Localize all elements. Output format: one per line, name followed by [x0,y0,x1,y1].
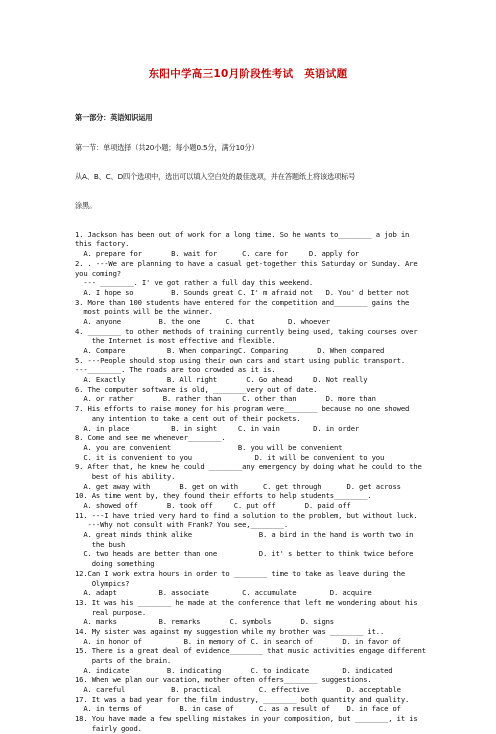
question-line: real purpose. [75,607,147,617]
question-line: 1. Jackson has been out of work for a long time. So he wants to________ a job in [75,229,410,239]
question-line: any intention to take a cent out of their pockets. [75,413,301,423]
question-line: A. great minds think alike B. a bird in the hand is worth two in [75,530,414,540]
question-line: the Internet is most effective and flexible. [75,336,276,346]
question-line: 6. The computer software is old, ________very out of date. [75,384,318,394]
question-line: 7. His efforts to raise money for his program were________ because no one showed [75,404,410,414]
question-line: best of his ability. [75,471,176,481]
exam-title: 东阳中学高三10月阶段性考试 英语试题 [148,68,348,80]
question-line: 10. As time went by, they found their efforts to help students________. [75,491,372,501]
question-line: A. Compare B. When comparingC. Comparing D. When compared [75,346,385,356]
question-line: A. in honor of B. in memory of C. in search of D. in favor of [75,636,401,646]
question-line: A. get away with B. get on with C. get through D. get across [75,481,401,491]
question-line: A. anyone B. the one C. that D. whoever [75,316,330,326]
question-line: 4. ________ to other methods of training currently being used, taking courses over [75,326,418,336]
question-line: A. you are convenient B. you will be convenient [75,442,343,452]
question-line: 11. ---I have tried very hard to find a solution to the problem, but without luck. [75,510,418,520]
question-line: 9. After that, he knew he could ________any emergency by doing what he could to the [75,462,422,472]
question-line: A. adapt B. associate C. accumulate D. acquire [75,588,372,598]
question-line: 18. You have made a few spelling mistakes in your composition, but ________, it is [75,714,418,724]
question-line: 15. There is a great deal of evidence________ that music activities engage different [75,646,426,656]
question-line: A. prepare for B. wait for C. care for D. apply for [75,249,360,259]
question-line: 14. My sister was against my suggestion while my brother was ________ it.. [75,626,385,636]
question-line: ---Why not consult with Frank? You see,________. [75,520,289,530]
question-line: 5. ---People should stop using their own cars and start using public transport. [75,355,406,365]
question-line: A. Exactly B. All right C. Go ahead D. Not really [75,375,368,385]
question-line: doing something [75,559,155,569]
question-line: most points will be the winner. [75,307,213,317]
question-line: 8. Come and see me whenever________. [75,433,226,443]
section-header: 第一部分：英语知识运用 [75,113,153,123]
question-line: 3. More than 100 students have entered for the competition and________ gains the [75,297,410,307]
instruction-line: 从A、B、C、D四个选项中，选出可以填入空白处的最佳选项，并在答题纸上将该选项标号 [75,171,356,181]
question-line: this factory. [75,239,130,249]
instruction-line: 第一节：单项选择（共20小题；每小题0.5分，满分10分） [75,142,259,152]
exam-body [75,94,430,734]
question-line: 12.Can I work extra hours in order to ________ time to take as leave during the [75,568,406,578]
question-line: fairly good. [75,723,142,733]
question-line: 16. When we plan our vacation, mother often offers________ suggestions. [75,675,372,685]
question-line: 13. It was his ________ he made at the conference that left me wondering about his [75,597,418,607]
question-line: 17. It was a bad year for the film industry, ________ both quantity and quality. [75,694,410,704]
question-line: Olympics? [75,578,130,588]
question-line: A. in terms of B. in case of C. as a result of D. in face of [75,704,401,714]
question-line: A. or rather B. rather than C. other than D. more than [75,394,376,404]
question-line: C. it is convenient to you D. it will be convenient to you [75,452,385,462]
question-line: --- ________. I' ve got rather a full day this weekend. [75,278,314,288]
question-line: A. in place B. in sight C. in vain D. in order [75,423,360,433]
question-line: you coming? [75,268,121,278]
question-line: A. showed off B. took off C. put off D. paid off [75,501,351,511]
question-line: parts of the brain. [75,656,172,666]
question-line: ---________. The roads are too crowded as it is. [75,365,276,375]
question-line: A. indicate B. indicating C. to indicate D. indicated [75,665,393,675]
question-line: the bush [75,539,126,549]
question-line: A. I hope so B. Sounds great C. I' m afraid not D. You' d better not [75,287,410,297]
question-line: A. careful B. practical C. effective D. acceptable [75,685,401,695]
question-line: A. marks B. remarks C. symbols D. signs [75,617,334,627]
question-line: C. two heads are better than one D. it' s better to think twice before [75,549,414,559]
instruction-line: 涂黑。 [75,200,97,210]
question-line: 2. . ---We are planning to have a casual get-together this Saturday or Sunday. Are [75,258,418,268]
